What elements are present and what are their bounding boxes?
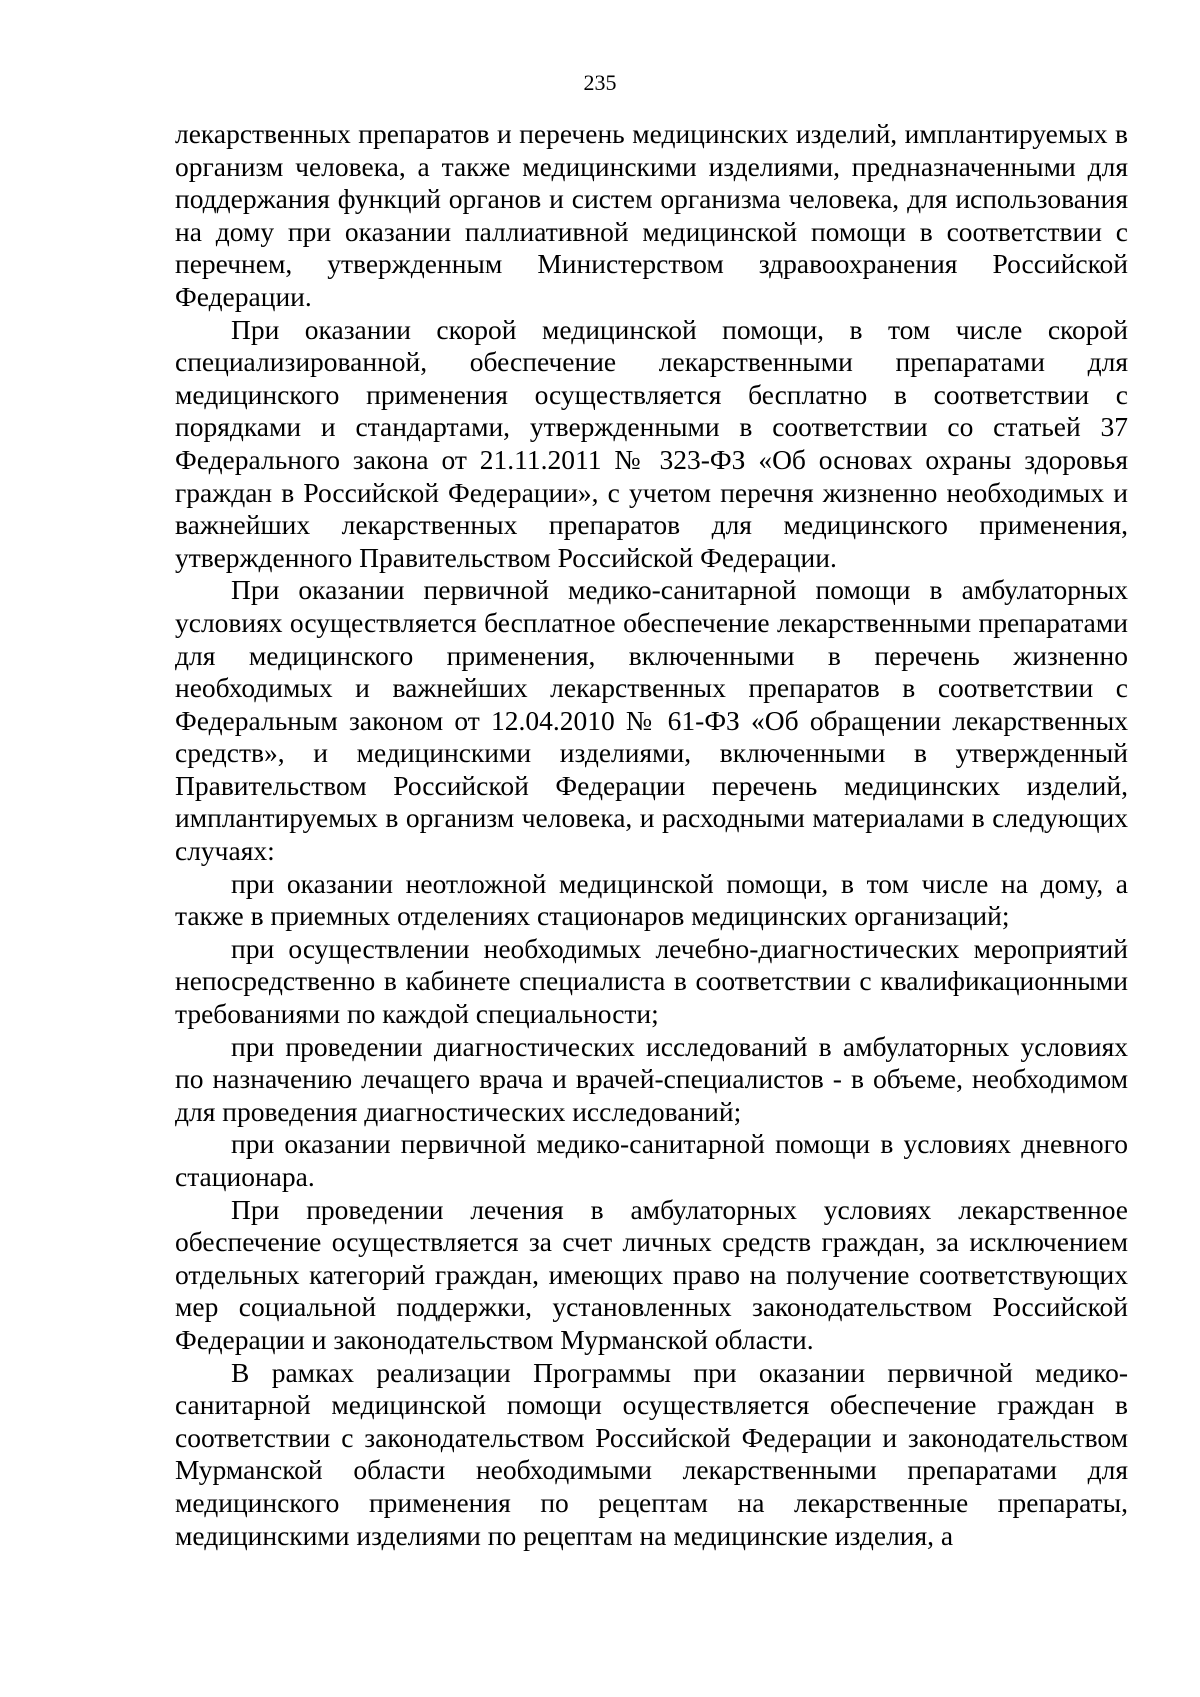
paragraph-continuation: лекарственных препаратов и перечень медицинских изделий, имплантируемых в организм человека, а также медицинскими изделиями, предназначенными для поддержания функций органов и систем организма человека, для использования на дому при оказании паллиативной медицинской помощи в соответствии с перечнем, утвержденным Министерством здравоохранения Российской Федерации. xyxy=(175,118,1128,312)
page-number: 235 xyxy=(583,70,617,95)
paragraph-case-diagnostics: при проведении диагностических исследований в амбулаторных условиях по назначению лечащего врача и врачей-специалистов - в объеме, необходимом для проведения диагностических исследований; xyxy=(175,1030,1128,1127)
paragraph-primary-care: При оказании первичной медико-санитарной помощи в амбулаторных условиях осуществляется бесплатное обеспечение лекарственными препаратами для медицинского применения, включенными в перечень жизненно необходимых и важнейших лекарственных препаратов в соответствии с Федеральным законом от 12.04.2010 № 61-ФЗ «Об обращении лекарственных средств», и медицинскими изделиями, включенными в утвержденный Правительством Российской Федерации перечень медицинских изделий, имплантируемых в организм человека, и расходными материалами в следующих случаях: xyxy=(175,574,1128,867)
paragraph-case-specialist: при осуществлении необходимых лечебно-диагностических мероприятий непосредственно в кабинете специалиста в соответствии с квалификационными требованиями по каждой специальности; xyxy=(175,932,1128,1030)
paragraph-program-provision: В рамках реализации Программы при оказании первичной медико-санитарной медицинской помощи осуществляется обеспечение граждан в соответствии с законодательством Российской Федерации и законодательством Мурманской области необходимыми лекарственными препаратами для медицинского применения по рецептам на лекарственные препараты, медицинскими изделиями по рецептам на медицинские изделия, а xyxy=(175,1356,1128,1551)
paragraph-emergency-care: При оказании скорой медицинской помощи, в том числе скорой специализированной, обеспечение лекарственными препаратами для медицинского применения осуществляется бесплатно в соответствии с порядками и стандартами, утвержденными в соответствии со статьей 37 Федерального закона от 21.11.2011 № 323-ФЗ «Об основах охраны здоровья граждан в Российской Федерации», с учетом перечня жизненно необходимых и важнейших лекарственных препаратов для медицинского применения, утвержденного Правительством Российской Федерации. xyxy=(175,313,1128,573)
paragraph-case-urgent-care: при оказании неотложной медицинской помощи, в том числе на дому, а также в приемных отделениях стационаров медицинских организаций; xyxy=(175,867,1128,932)
paragraph-case-day-hospital: при оказании первичной медико-санитарной помощи в условиях дневного стационара. xyxy=(175,1128,1128,1192)
paragraph-outpatient-treatment: При проведении лечения в амбулаторных условиях лекарственное обеспечение осуществляется за счет личных средств граждан, за исключением отдельных категорий граждан, имеющих право на получение соответствующих мер социальной поддержки, установленных законодательством Российской Федерации и законодательством Мурманской области. xyxy=(175,1193,1128,1355)
document-body xyxy=(175,118,1128,1552)
